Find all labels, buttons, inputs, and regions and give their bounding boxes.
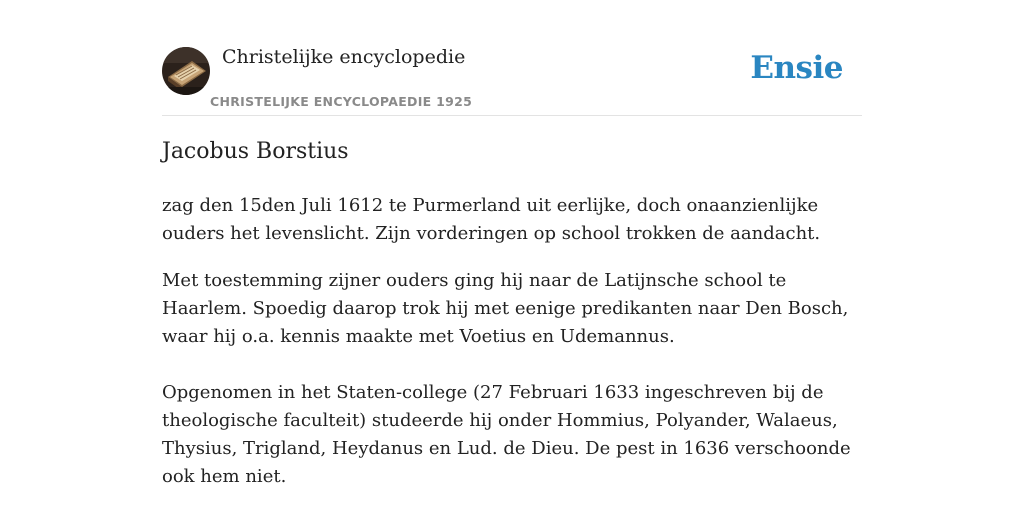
- article-paragraph: Opgenomen in het Staten-college (27 Februari 1633 ingeschreven bij de theologische faculteit) studeerde hij onder Hommius, Polyander, Walaeus, Thysius, Trigland, Heydanus en Lud. de Dieu. De pest in 1636 verschoonde ook hem niet.: [162, 382, 851, 487]
- article-body: [162, 192, 862, 491]
- avatar[interactable]: [162, 47, 210, 95]
- site-header: [162, 45, 862, 115]
- article-paragraph: zag den 15den Juli 1612 te Purmerland uit eerlijke, doch onaanzienlijke ouders het levenslicht. Zijn vorderingen op school trokken de aandacht.: [162, 195, 821, 244]
- site-name[interactable]: Christelijke encyclopedie: [222, 46, 466, 68]
- header-divider: [162, 115, 862, 116]
- brand-logo[interactable]: Ensie: [750, 50, 843, 86]
- book-photo-icon: [162, 47, 210, 95]
- article-title: Jacobus Borstius: [162, 139, 349, 164]
- article-paragraph: Met toestemming zijner ouders ging hij naar de Latijnsche school te Haarlem. Spoedig daarop trok hij met eenige predikanten naar Den Bosch, waar hij o.a. kennis maakte met Voetius en Udemannus.: [162, 270, 849, 347]
- site-subtitle: CHRISTELIJKE ENCYCLOPAEDIE 1925: [210, 94, 473, 109]
